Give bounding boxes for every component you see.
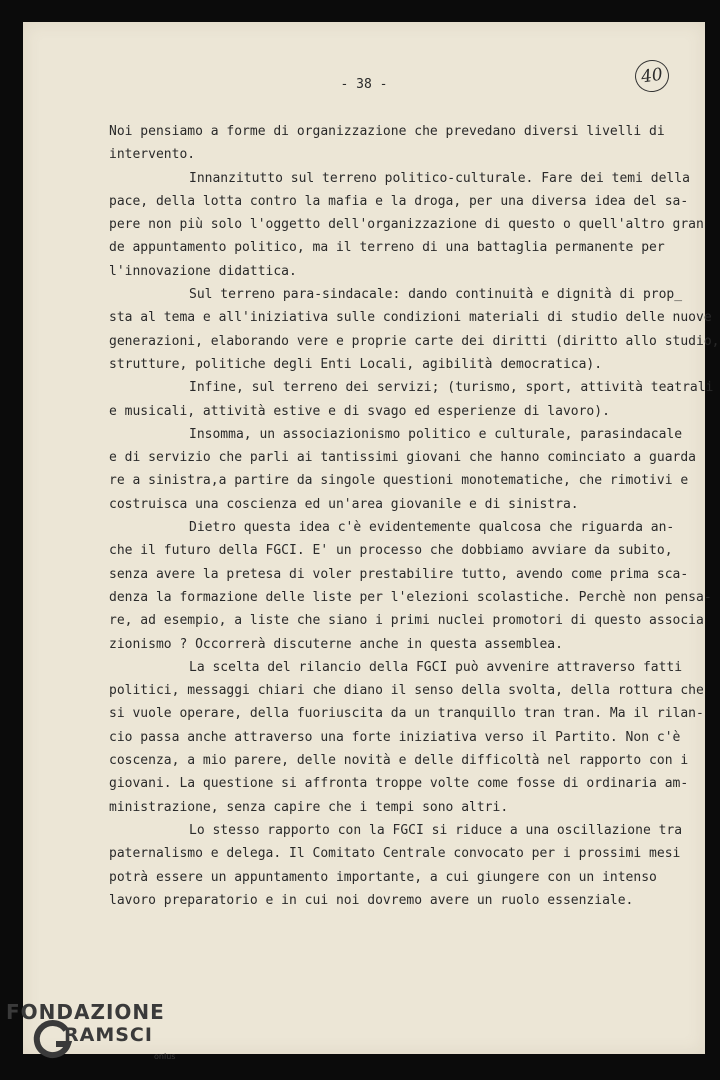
text-line: re, ad esempio, a liste che siano i primi nuclei promotori di questo associa xyxy=(109,613,704,629)
text-line: Innanzitutto sul terreno politico-culturale. Fare dei temi della xyxy=(189,170,690,186)
paragraph xyxy=(109,819,683,912)
archive-page-mark: 40 xyxy=(633,58,671,94)
text-line: coscenza, a mio parere, delle novità e delle difficoltà nel rapporto con i xyxy=(109,753,689,769)
paragraph xyxy=(109,120,665,167)
text-line: politici, messaggi chiari che diano il senso della svolta, della rottura che xyxy=(109,683,704,699)
text-line: Insomma, un associazionismo politico e culturale, parasindacale xyxy=(189,426,683,442)
text-line: senza avere la pretesa di voler prestabilire tutto, avendo come prima sca- xyxy=(109,566,689,582)
text-line: Infine, sul terreno dei servizi; (turismo, sport, attività teatrali xyxy=(189,380,714,396)
text-line: si vuole operare, della fuoriuscita da un tranquillo tran tran. Ma il rilan- xyxy=(109,706,704,722)
fondazione-gramsci-watermark xyxy=(6,1000,196,1078)
text-line: generazioni, elaborando vere e proprie carte dei diritti (diritto allo studio, xyxy=(109,333,720,349)
text-line: La scelta del rilancio della FGCI può avvenire attraverso fatti xyxy=(189,659,683,675)
watermark-line2: RAMSCI xyxy=(64,1024,153,1046)
paragraph xyxy=(109,656,704,819)
paragraph xyxy=(109,516,712,656)
page-number: - 38 - xyxy=(340,77,388,92)
watermark-onlus: onlus xyxy=(154,1052,176,1061)
text-line: intervento. xyxy=(109,147,196,163)
text-line: strutture, politiche degli Enti Locali, agibilità democratica). xyxy=(109,356,603,372)
text-line: sta al tema e all'iniziativa sulle condizioni materiali di studio delle nuove xyxy=(109,310,712,326)
text-line: pace, della lotta contro la mafia e la droga, per una diversa idea del sa- xyxy=(109,193,689,209)
text-line: de appuntamento politico, ma il terreno di una battaglia permanente per xyxy=(109,240,665,256)
text-line: pere non più solo l'oggetto dell'organizzazione di questo o quell'altro gran xyxy=(109,217,704,233)
watermark-line1: FONDAZIONE xyxy=(6,1000,165,1024)
text-line: re a sinistra,a partire da singole questioni monotematiche, che rimotivi e xyxy=(109,473,689,489)
text-line: e di servizio che parli ai tantissimi giovani che hanno cominciato a guarda xyxy=(109,450,696,466)
text-line: Lo stesso rapporto con la FGCI si riduce a una oscillazione tra xyxy=(189,822,683,838)
paragraph xyxy=(109,423,696,516)
text-line: costruisca una coscienza ed un'area giovanile e di sinistra. xyxy=(109,496,579,512)
text-line: cio passa anche attraverso una forte iniziativa verso il Partito. Non c'è xyxy=(109,729,681,745)
text-line: Sul terreno para-sindacale: dando continuità e dignità di prop_ xyxy=(189,287,683,303)
document-page xyxy=(23,22,720,1054)
text-line: Dietro questa idea c'è evidentemente qualcosa che riguarda an- xyxy=(189,520,675,536)
paragraph xyxy=(109,167,704,283)
text-line: denza la formazione delle liste per l'elezioni scolastiche. Perchè non pensa- xyxy=(109,589,712,605)
text-line: zionismo ? Occorrerà discuterne anche in questa assemblea. xyxy=(109,636,563,652)
text-line: e musicali, attività estive e di svago ed esperienze di lavoro). xyxy=(109,403,610,419)
text-line: lavoro preparatorio e in cui noi dovremo avere un ruolo essenziale. xyxy=(109,892,634,908)
text-line: potrà essere un appuntamento importante, a cui giungere con un intenso xyxy=(109,869,657,885)
text-line: Noi pensiamo a forme di organizzazione che prevedano diversi livelli di xyxy=(109,124,665,139)
paragraph xyxy=(109,283,720,376)
paragraph xyxy=(109,376,714,423)
body-text xyxy=(109,120,720,912)
text-line: che il futuro della FGCI. E' un processo che dobbiamo avviare da subito, xyxy=(109,543,673,559)
text-line: l'innovazione didattica. xyxy=(109,263,297,279)
text-line: giovani. La questione si affronta troppe volte come fosse di ordinaria am- xyxy=(109,776,689,792)
text-line: ministrazione, senza capire che i tempi sono altri. xyxy=(109,799,509,815)
text-line: paternalismo e delega. Il Comitato Centrale convocato per i prossimi mesi xyxy=(109,846,681,862)
